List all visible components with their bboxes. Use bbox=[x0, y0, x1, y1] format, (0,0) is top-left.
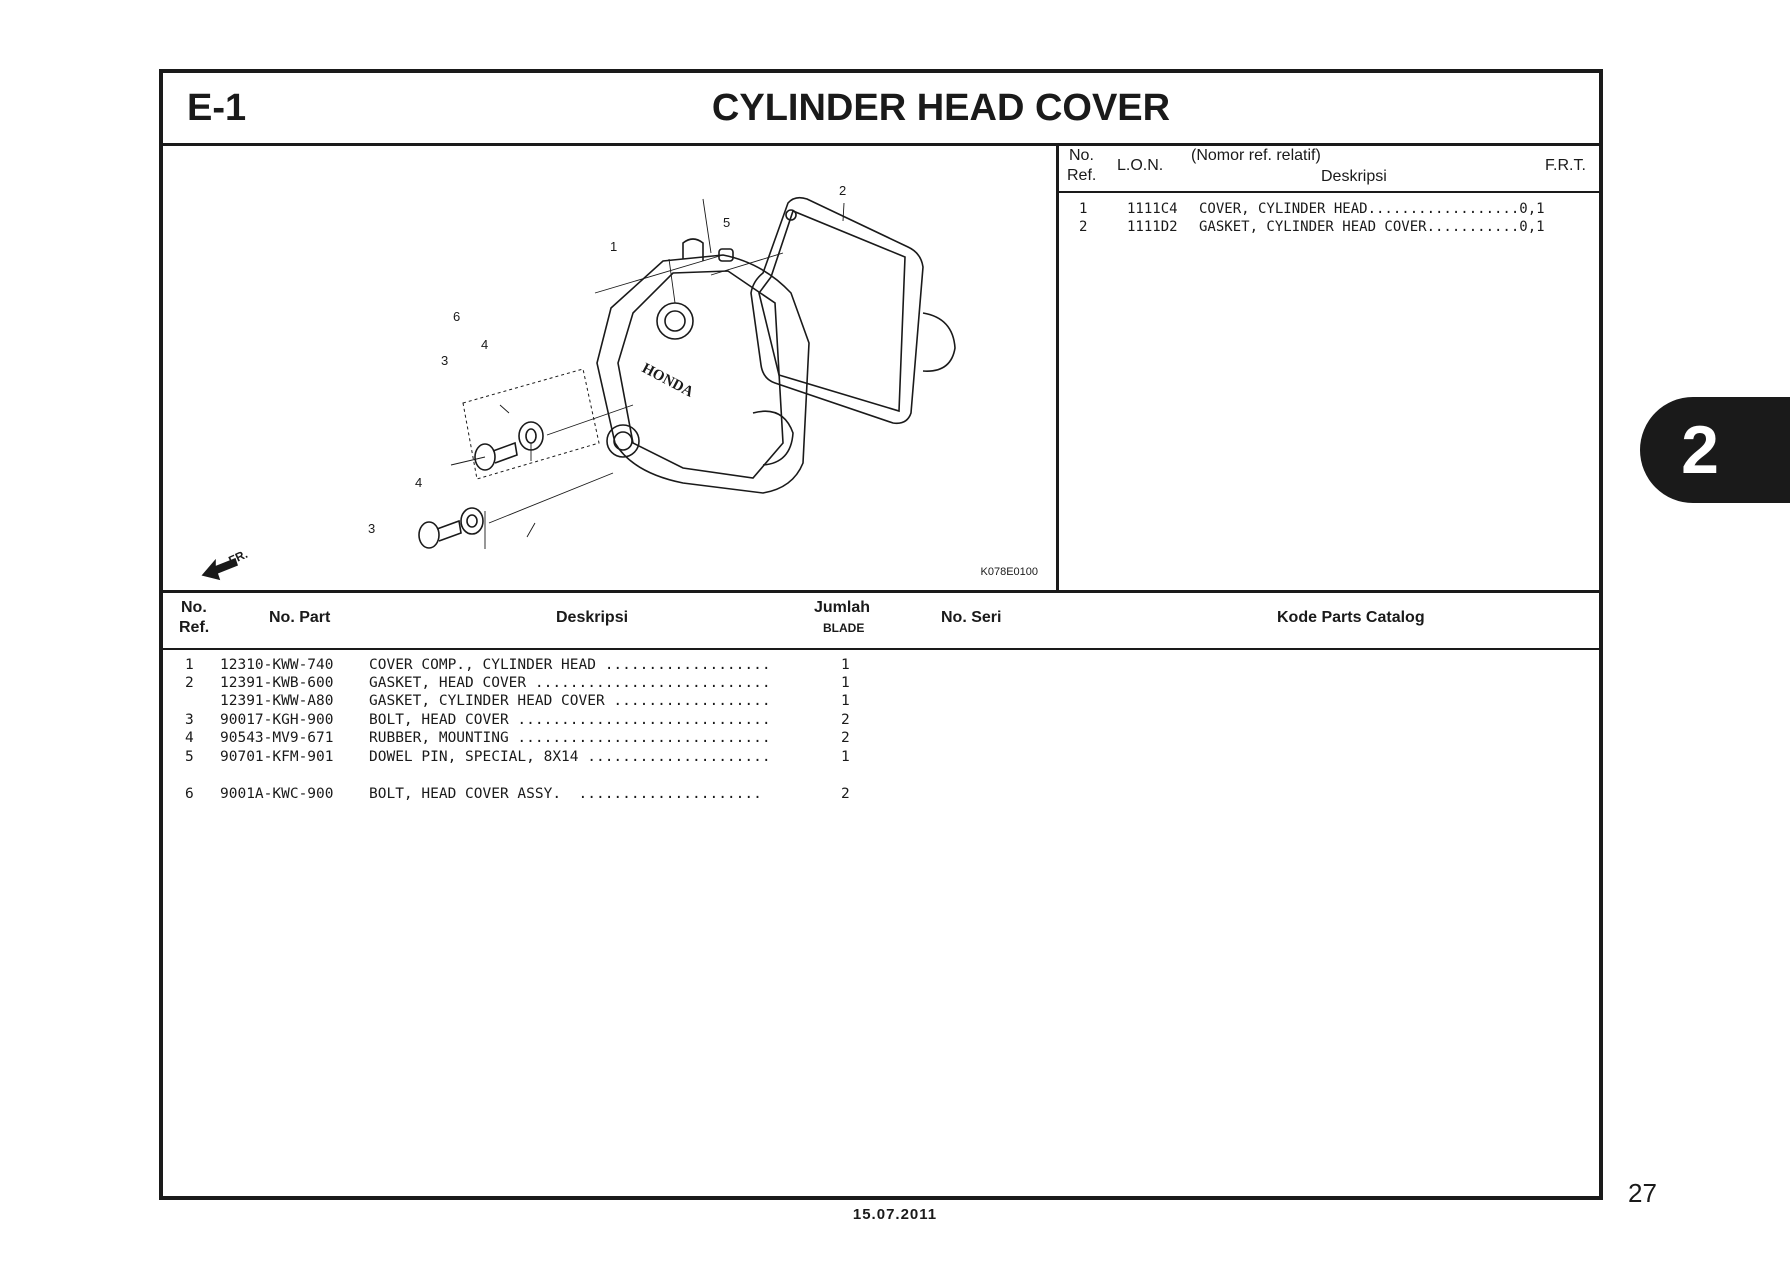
lon-code: 1111C4 bbox=[1127, 201, 1178, 217]
cover-boss-bottom-inner bbox=[614, 432, 632, 450]
cover-boss-bottom bbox=[607, 425, 639, 457]
gasket-tab bbox=[923, 313, 955, 371]
callout-3-lower: 3 bbox=[368, 521, 376, 536]
part-ref: 2 bbox=[185, 675, 194, 691]
part-number: 12391-KWB-600 bbox=[220, 675, 334, 691]
bolt-lower-head bbox=[419, 522, 439, 548]
callout-6: 6 bbox=[453, 309, 461, 324]
parts-header-blade: BLADE bbox=[823, 621, 865, 635]
part-ref: 1 bbox=[185, 657, 194, 673]
brand-embossing: HONDA bbox=[639, 360, 696, 401]
lon-header-nomor: (Nomor ref. relatif) bbox=[1191, 147, 1321, 164]
part-description: GASKET, HEAD COVER ........................... bbox=[369, 675, 771, 691]
part-quantity: 1 bbox=[841, 693, 850, 709]
callout-4-upper: 4 bbox=[481, 337, 489, 352]
lon-row bbox=[1059, 219, 1599, 237]
parts-header-seri: No. Seri bbox=[941, 609, 1002, 626]
fr-label: FR. bbox=[226, 546, 250, 568]
callout-2: 2 bbox=[839, 183, 847, 198]
parts-header-desc: Deskripsi bbox=[556, 609, 629, 626]
callout-3-upper: 3 bbox=[441, 353, 449, 368]
section-tab-number: 2 bbox=[1681, 412, 1719, 488]
diagram-drawing bbox=[163, 143, 1056, 590]
bolt-lower-shank bbox=[437, 521, 461, 541]
lon-desc: GASKET, CYLINDER HEAD COVER...........0,1 bbox=[1199, 219, 1545, 235]
page-header bbox=[163, 73, 1599, 146]
table-row bbox=[163, 749, 1599, 767]
gasket-inner bbox=[759, 211, 905, 411]
part-quantity: 2 bbox=[841, 786, 850, 802]
part-number: 12310-KWW-740 bbox=[220, 657, 334, 673]
part-description: COVER COMP., CYLINDER HEAD ................... bbox=[369, 657, 771, 673]
cover-boss-top-inner bbox=[665, 311, 685, 331]
head-cover-body bbox=[597, 255, 809, 493]
part-quantity: 1 bbox=[841, 749, 850, 765]
part-description: BOLT, HEAD COVER ............................. bbox=[369, 712, 771, 728]
page-frame bbox=[159, 69, 1603, 1200]
table-row bbox=[163, 675, 1599, 693]
part-ref: 4 bbox=[185, 730, 194, 746]
part-quantity: 2 bbox=[841, 712, 850, 728]
callout-4-lower: 4 bbox=[415, 475, 423, 490]
section-code: E-1 bbox=[187, 87, 247, 129]
rubber-lower bbox=[461, 508, 483, 534]
bolt-upper-shank bbox=[493, 443, 517, 463]
part-description: GASKET, CYLINDER HEAD COVER .................. bbox=[369, 693, 771, 709]
exploded-diagram bbox=[163, 143, 1059, 590]
page-title: CYLINDER HEAD COVER bbox=[711, 87, 1171, 129]
publication-date: 15.07.2011 bbox=[852, 1206, 938, 1223]
lon-header-lon: L.O.N. bbox=[1117, 157, 1164, 174]
parts-header-no: No. bbox=[181, 599, 207, 616]
parts-header-part: No. Part bbox=[269, 609, 331, 626]
lon-code: 1111D2 bbox=[1127, 219, 1178, 235]
part-quantity: 1 bbox=[841, 675, 850, 691]
table-row bbox=[163, 786, 1599, 804]
lon-header-no: No. bbox=[1069, 147, 1094, 164]
part-description: BOLT, HEAD COVER ASSY. ..................... bbox=[369, 786, 762, 802]
part-number: 9001A-KWC-900 bbox=[220, 786, 334, 802]
part-number: 90543-MV9-671 bbox=[220, 730, 334, 746]
rubber-lower-inner bbox=[467, 515, 477, 527]
part-quantity: 2 bbox=[841, 730, 850, 746]
page-number: 27 bbox=[1628, 1178, 1657, 1208]
part-quantity: 1 bbox=[841, 657, 850, 673]
lon-table bbox=[1059, 143, 1599, 590]
part-number: 12391-KWW-A80 bbox=[220, 693, 334, 709]
section-tab bbox=[1640, 397, 1790, 503]
part-ref: 6 bbox=[185, 786, 194, 802]
part-number: 90701-KFM-901 bbox=[220, 749, 334, 765]
cover-cap bbox=[753, 411, 793, 465]
parts-header-kode: Kode Parts Catalog bbox=[1277, 609, 1425, 626]
lon-header-frt: F.R.T. bbox=[1545, 157, 1586, 174]
illustration-code: K078E0100 bbox=[980, 566, 1038, 578]
lon-ref: 2 bbox=[1079, 219, 1088, 235]
part-description: RUBBER, MOUNTING ............................. bbox=[369, 730, 771, 746]
part-description: DOWEL PIN, SPECIAL, 8X14 ..................... bbox=[369, 749, 771, 765]
callout-5: 5 bbox=[723, 215, 731, 230]
table-row bbox=[163, 730, 1599, 748]
part-number: 90017-KGH-900 bbox=[220, 712, 334, 728]
table-row bbox=[163, 693, 1599, 711]
lon-ref: 1 bbox=[1079, 201, 1088, 217]
lon-row bbox=[1059, 201, 1599, 219]
callout-1: 1 bbox=[610, 239, 618, 254]
parts-header-ref: Ref. bbox=[179, 619, 210, 636]
lon-header-ref: Ref. bbox=[1067, 167, 1097, 184]
cover-boss-top bbox=[657, 303, 693, 339]
parts-table-header bbox=[163, 590, 1599, 650]
lon-table-header bbox=[1059, 143, 1599, 193]
part-ref: 3 bbox=[185, 712, 194, 728]
rubber-upper-inner bbox=[526, 429, 536, 443]
table-row bbox=[163, 657, 1599, 675]
part-ref: 5 bbox=[185, 749, 194, 765]
lon-header-deskripsi: Deskripsi bbox=[1321, 168, 1387, 185]
table-row bbox=[163, 712, 1599, 730]
gasket-outline bbox=[751, 198, 923, 424]
lon-desc: COVER, CYLINDER HEAD..................0,1 bbox=[1199, 201, 1545, 217]
parts-header-jumlah: Jumlah bbox=[814, 599, 871, 616]
